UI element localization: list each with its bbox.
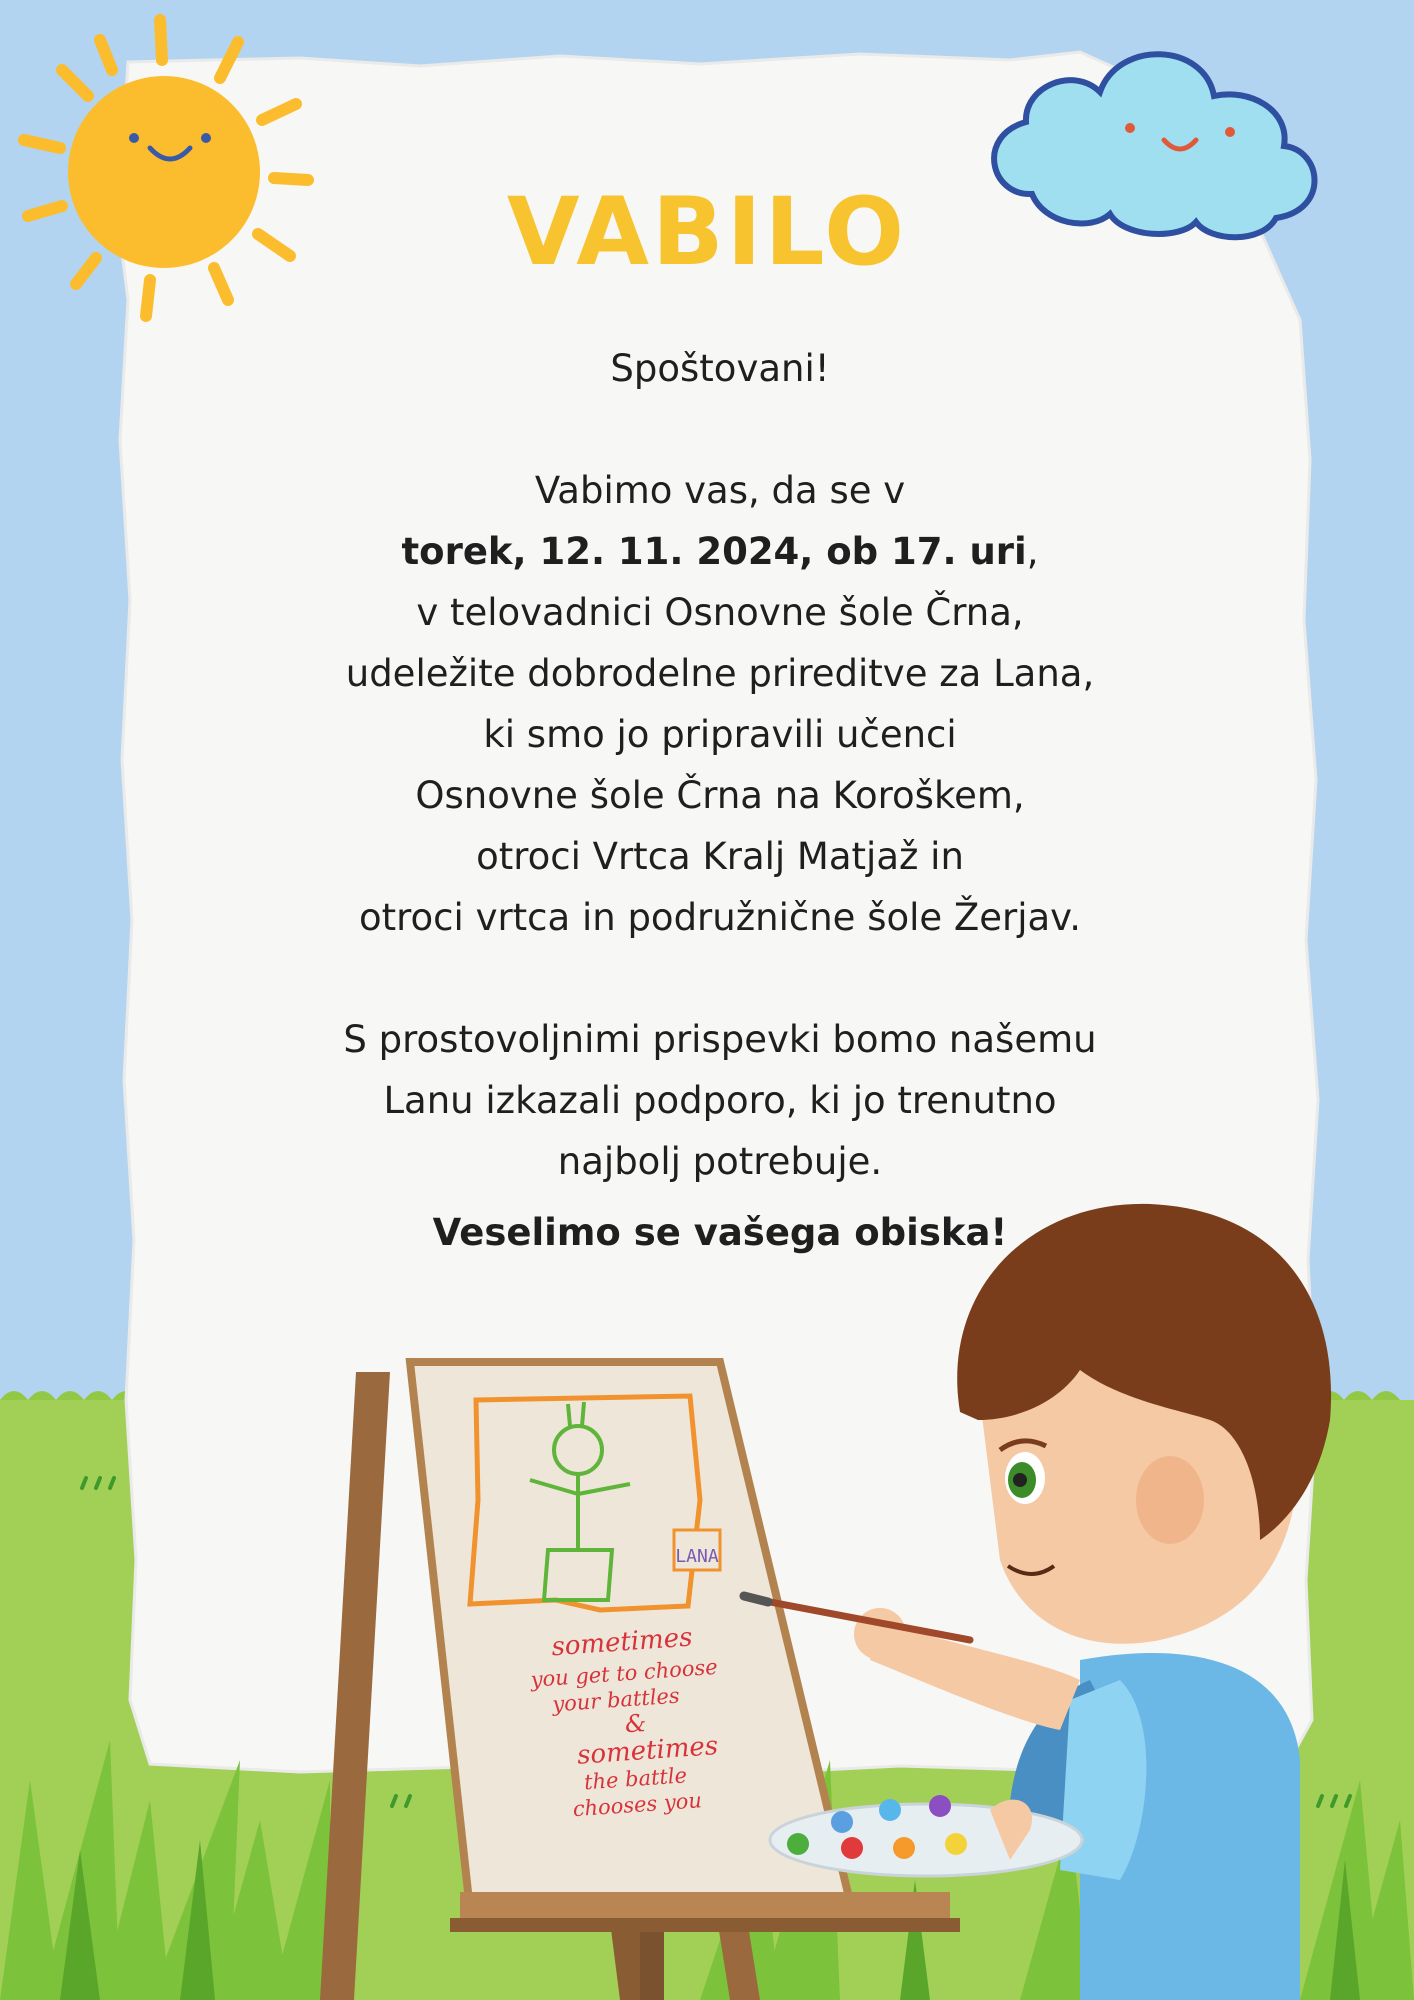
easel-name-tag: LANA: [675, 1546, 719, 1567]
intro-line: Vabimo vas, da se v: [534, 469, 906, 512]
purpose-line: udeležite dobrodelne prireditve za Lana,: [345, 652, 1095, 695]
organizers-line: ki smo jo pripravili učenci: [483, 713, 957, 756]
organizers-line: otroci vrtca in podružnične šole Žerjav.: [359, 896, 1081, 939]
easel-quote-line: your battles: [551, 1683, 681, 1717]
easel-quote-line: sometimes: [576, 1731, 720, 1771]
location-line: v telovadnici Osnovne šole Črna,: [416, 591, 1024, 634]
support-line: S prostovoljnimi prispevki bomo našemu: [343, 1018, 1097, 1061]
organizers-line: otroci Vrtca Kralj Matjaž in: [476, 835, 964, 878]
easel-quote-line: &: [624, 1708, 648, 1739]
easel-quote-line: chooses you: [572, 1788, 703, 1822]
event-datetime-line: [200, 521, 1240, 582]
organizers-line: Osnovne šole Črna na Koroškem,: [415, 774, 1025, 817]
easel-quote-line: sometimes: [550, 1622, 694, 1663]
closing-line: Veselimo se vašega obiska!: [432, 1211, 1008, 1254]
greeting: Spoštovani!: [610, 347, 830, 390]
event-datetime: torek, 12. 11. 2024, ob 17. uri: [401, 530, 1027, 573]
support-line: Lanu izkazali podporo, ki jo trenutno: [383, 1079, 1057, 1122]
easel-quote-line: the battle: [583, 1763, 688, 1795]
easel-quote-line: you get to choose: [529, 1654, 719, 1692]
invitation-body: [200, 338, 1240, 1263]
datetime-suffix: ,: [1026, 530, 1039, 573]
support-line: najbolj potrebuje.: [557, 1140, 883, 1183]
invitation-title: VABILO: [506, 178, 908, 287]
